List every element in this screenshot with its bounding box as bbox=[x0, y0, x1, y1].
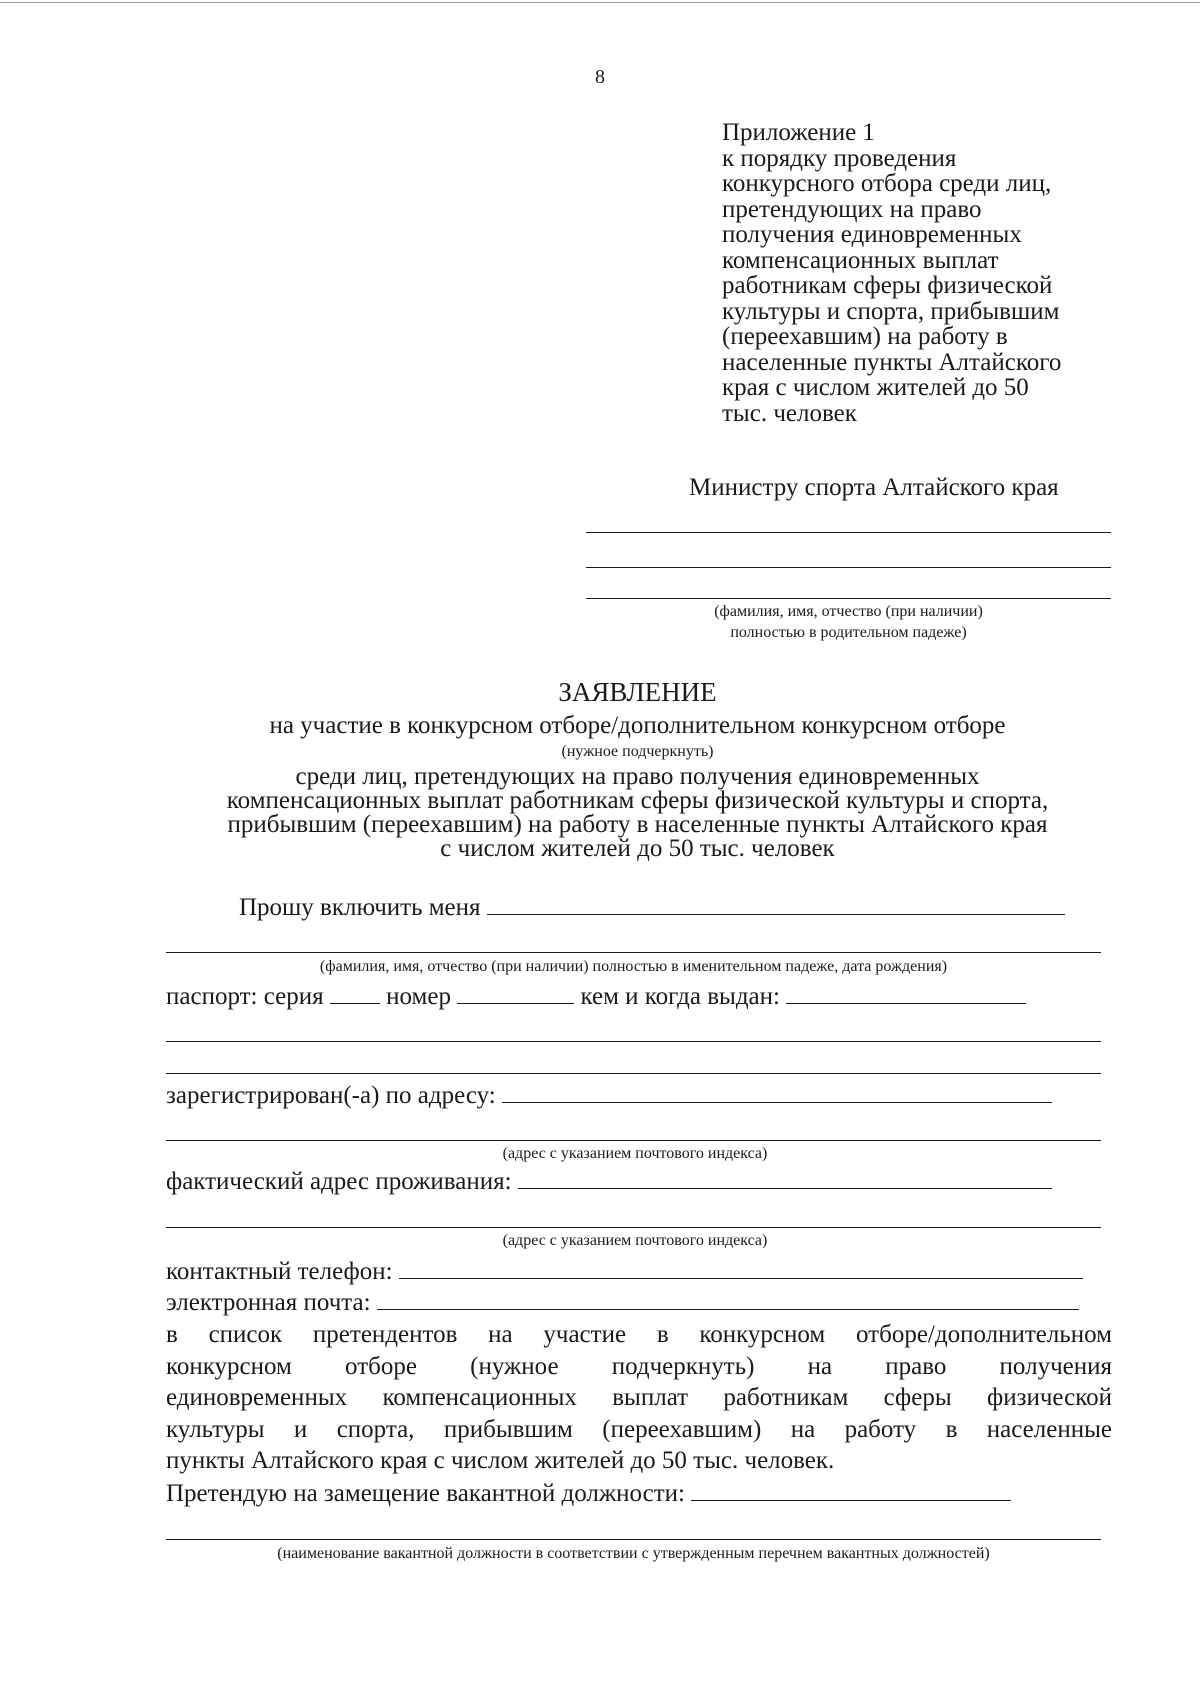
addressee-hint: (фамилия, имя, отчество (при наличии) bbox=[714, 603, 983, 620]
appendix-line: Приложение 1 bbox=[722, 119, 875, 146]
phone-label: контактный телефон: bbox=[166, 1258, 393, 1285]
document-title: ЗАЯВЛЕНИЕ bbox=[558, 677, 717, 707]
vacancy-line[interactable] bbox=[166, 1539, 1101, 1540]
registered-address-field[interactable] bbox=[502, 1082, 1052, 1103]
actual-address-field[interactable] bbox=[518, 1168, 1052, 1189]
actual-address-row bbox=[166, 1168, 1052, 1196]
actual-address-label: фактический адрес проживания: bbox=[166, 1168, 512, 1195]
appendix-line: получения единовременных bbox=[722, 221, 1022, 248]
applicant-name-line[interactable] bbox=[166, 952, 1101, 953]
appendix-line: претендующих на право bbox=[722, 195, 982, 223]
addressee-title: Министру спорта Алтайского края bbox=[689, 474, 1059, 501]
heading-line: среди лиц, претендующих на право получения единовременных bbox=[295, 763, 980, 790]
paragraph-line: в список претендентов на участие в конкурсном отборе/дополнительном bbox=[166, 1321, 1112, 1348]
vacancy-field[interactable] bbox=[691, 1480, 1011, 1501]
addressee-hint: полностью в родительном падеже) bbox=[730, 624, 967, 641]
scan-edge-line bbox=[0, 2, 1200, 3]
passport-series-label: паспорт: серия bbox=[166, 983, 324, 1010]
registered-address-line[interactable] bbox=[166, 1140, 1101, 1141]
vacancy-label: Претендую на замещение вакантной должности: bbox=[166, 1480, 685, 1507]
passport-number-field[interactable] bbox=[457, 983, 574, 1004]
appendix-line: населенные пункты Алтайского bbox=[722, 348, 1062, 376]
heading-line: прибывшим (переехавшим) на работу в населенные пункты Алтайского края bbox=[227, 811, 1048, 838]
registered-label: зарегистрирован(-а) по адресу: bbox=[166, 1082, 496, 1109]
appendix-line: (переехавшим) на работу в bbox=[722, 323, 1008, 350]
actual-address-line[interactable] bbox=[166, 1227, 1101, 1228]
actual-address-hint: (адрес с указанием почтового индекса) bbox=[502, 1232, 768, 1249]
vacancy-hint: (наименование вакантной должности в соответствии с утвержденным перечнем вакантных должностей) bbox=[277, 1545, 990, 1562]
addressee-name-line[interactable] bbox=[586, 567, 1111, 568]
paragraph-line: конкурсном отборе (нужное подчеркнуть) на право получения bbox=[166, 1352, 1112, 1380]
appendix-line: компенсационных выплат bbox=[722, 246, 999, 274]
passport-issued-line[interactable] bbox=[166, 1073, 1101, 1074]
appendix-line: конкурсного отбора среди лиц, bbox=[722, 170, 1052, 197]
email-row bbox=[166, 1289, 1079, 1317]
heading-line: на участие в конкурсном отборе/дополнительном конкурсном отборе bbox=[269, 712, 1006, 739]
phone-field[interactable] bbox=[399, 1258, 1083, 1279]
passport-issued-label: кем и когда выдан: bbox=[580, 983, 780, 1010]
appendix-line: тыс. человек bbox=[722, 399, 857, 427]
paragraph-line: пункты Алтайского края с числом жителей до 50 тыс. человек. bbox=[166, 1447, 835, 1474]
paragraph-line: культуры и спорта, прибывшим (переехавшим) на работу в населенные bbox=[166, 1415, 1112, 1443]
passport-issued-field[interactable] bbox=[786, 983, 1026, 1004]
appendix-line: к порядку проведения bbox=[722, 144, 957, 172]
passport-issued-line[interactable] bbox=[166, 1041, 1101, 1042]
appendix-line: края с числом жителей до 50 bbox=[722, 374, 1029, 401]
paragraph-line: единовременных компенсационных выплат работникам сферы физической bbox=[166, 1384, 1112, 1411]
phone-row bbox=[166, 1258, 1083, 1286]
vacancy-row bbox=[166, 1480, 1011, 1508]
request-paragraph bbox=[166, 1319, 1112, 1477]
appendix-line: культуры и спорта, прибывшим bbox=[722, 297, 1060, 325]
heading-line: с числом жителей до 50 тыс. человек bbox=[440, 835, 835, 862]
email-field[interactable] bbox=[377, 1289, 1079, 1310]
passport-row bbox=[166, 983, 1026, 1011]
appendix-line: работникам сферы физической bbox=[722, 272, 1053, 299]
applicant-name-hint: (фамилия, имя, отчество (при наличии) полностью в именительном падеже, дата рождения) bbox=[319, 958, 948, 975]
registered-row bbox=[166, 1082, 1052, 1110]
heading-note: (нужное подчеркнуть) bbox=[561, 743, 714, 760]
applicant-name-field[interactable] bbox=[487, 894, 1065, 915]
addressee-name-line[interactable] bbox=[586, 598, 1111, 599]
request-label: Прошу включить меня bbox=[239, 894, 481, 921]
heading-line: компенсационных выплат работникам сферы физической культуры и спорта, bbox=[226, 787, 1049, 814]
addressee-name-line[interactable] bbox=[586, 532, 1111, 533]
passport-number-label: номер bbox=[386, 983, 451, 1010]
email-label: электронная почта: bbox=[166, 1289, 371, 1316]
appendix-header bbox=[722, 120, 1142, 426]
passport-series-field[interactable] bbox=[330, 983, 380, 1004]
request-row bbox=[239, 894, 1065, 922]
registered-address-hint: (адрес с указанием почтового индекса) bbox=[502, 1145, 768, 1162]
page-number: 8 bbox=[595, 66, 605, 88]
